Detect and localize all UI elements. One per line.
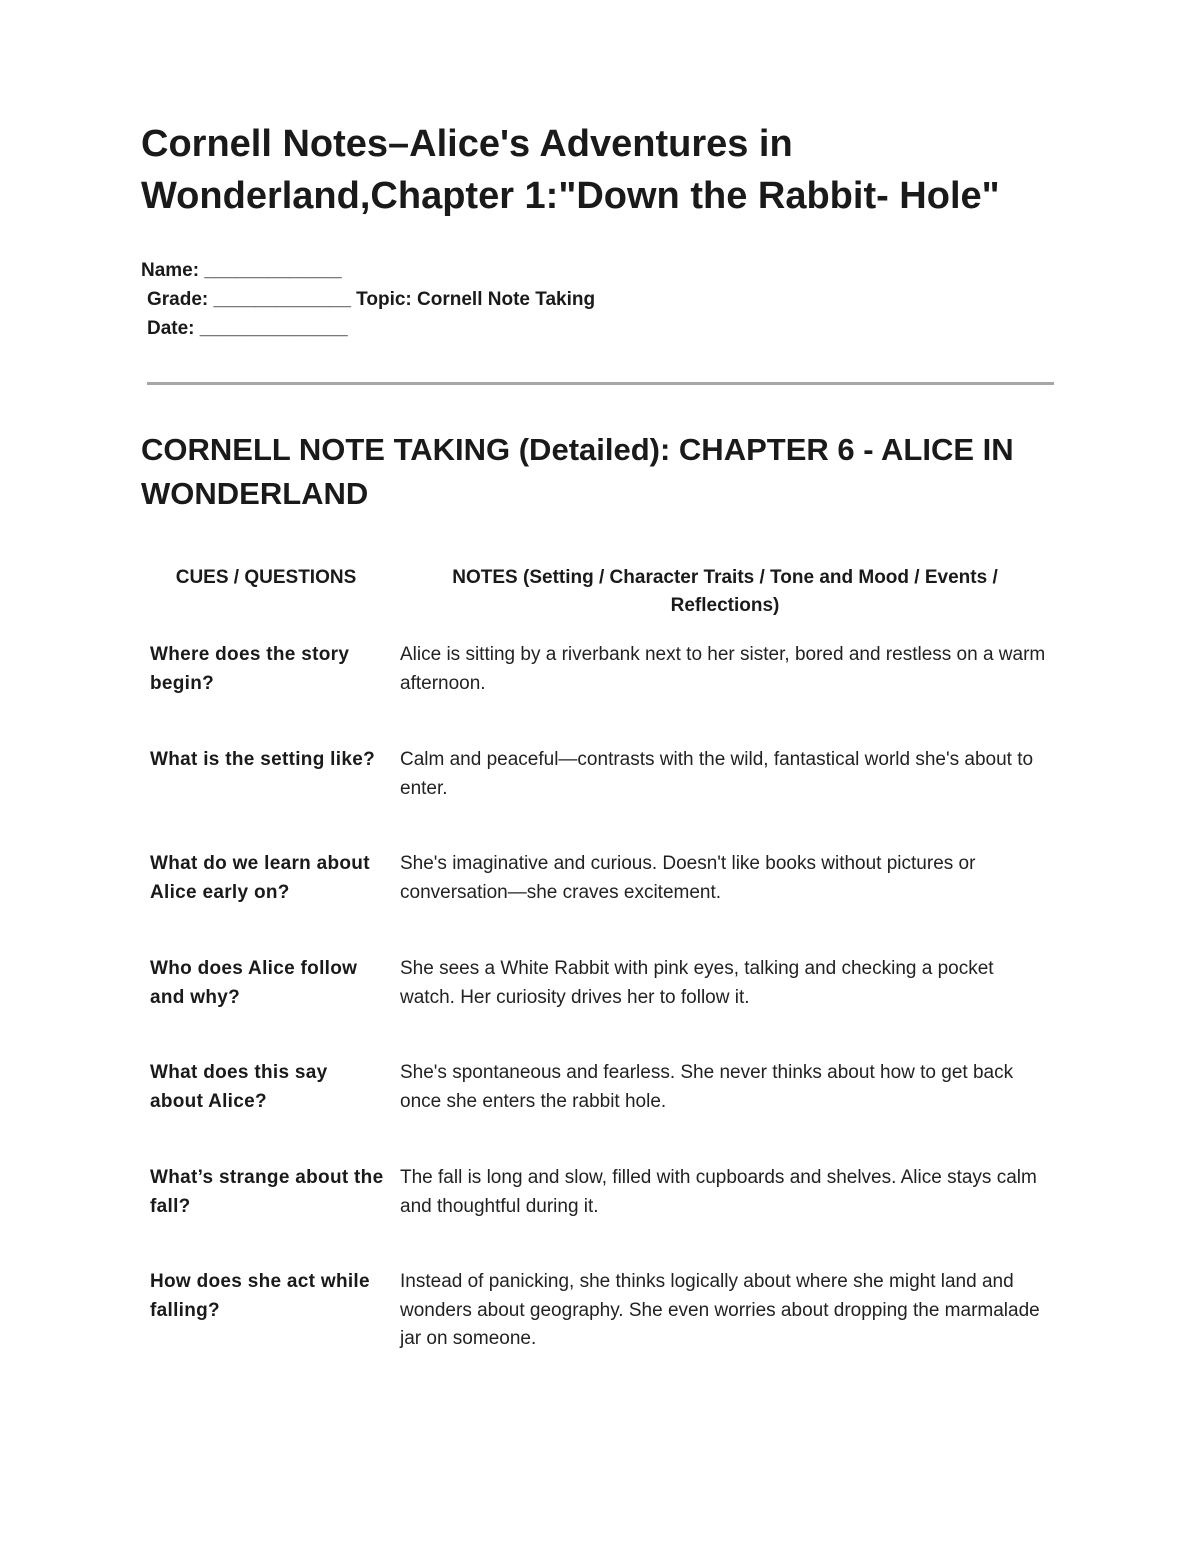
note-answer: She's spontaneous and fearless. She never thinks about how to get back once she enters the rabbit hole. [400, 1062, 1014, 1112]
cue-question: How does she act while falling? [150, 1271, 370, 1321]
note-answer: Calm and peaceful—contrasts with the wild, fantastical world she's about to enter. [400, 749, 1034, 799]
name-line: Name: _____________ [141, 260, 342, 281]
note-answer: Instead of panicking, she thinks logically about where she might land and wonders about geography. She even worries about dropping the marmalade jar on someone. [400, 1271, 1040, 1349]
note-answer: She sees a White Rabbit with pink eyes, talking and checking a pocket watch. Her curiosity drives her to follow it. [400, 958, 994, 1008]
document-title: Cornell Notes–Alice's Adventures in Wonderland,Chapter 1:"Down the Rabbit- Hole" [141, 123, 1000, 217]
student-info [141, 256, 595, 343]
note-answer: Alice is sitting by a riverbank next to her sister, bored and restless on a warm afternoon. [400, 644, 1046, 694]
cue-question: Who does Alice follow and why? [150, 958, 358, 1008]
cue-question: What does this say about Alice? [150, 1062, 328, 1112]
cue-question: What is the setting like? [150, 749, 375, 770]
cue-question: Where does the story begin? [150, 644, 350, 694]
cues-column-header: CUES / QUESTIONS [175, 567, 357, 588]
horizontal-divider [147, 382, 1054, 385]
section-title: CORNELL NOTE TAKING (Detailed): CHAPTER 6 - ALICE IN WONDERLAND [141, 432, 1014, 511]
notes-column-header: NOTES (Setting / Character Traits / Tone and Mood / Events / Reflections) [452, 567, 998, 616]
note-answer: The fall is long and slow, filled with cupboards and shelves. Alice stays calm and thoughtful during it. [400, 1167, 1037, 1217]
note-answer: She's imaginative and curious. Doesn't like books without pictures or conversation—she craves excitement. [400, 853, 976, 903]
cue-question: What do we learn about Alice early on? [150, 853, 370, 903]
date-line: Date: ______________ [147, 318, 348, 339]
grade-topic-line: Grade: _____________ Topic: Cornell Note Taking [147, 289, 596, 310]
cue-question: What’s strange about the fall? [150, 1167, 384, 1217]
